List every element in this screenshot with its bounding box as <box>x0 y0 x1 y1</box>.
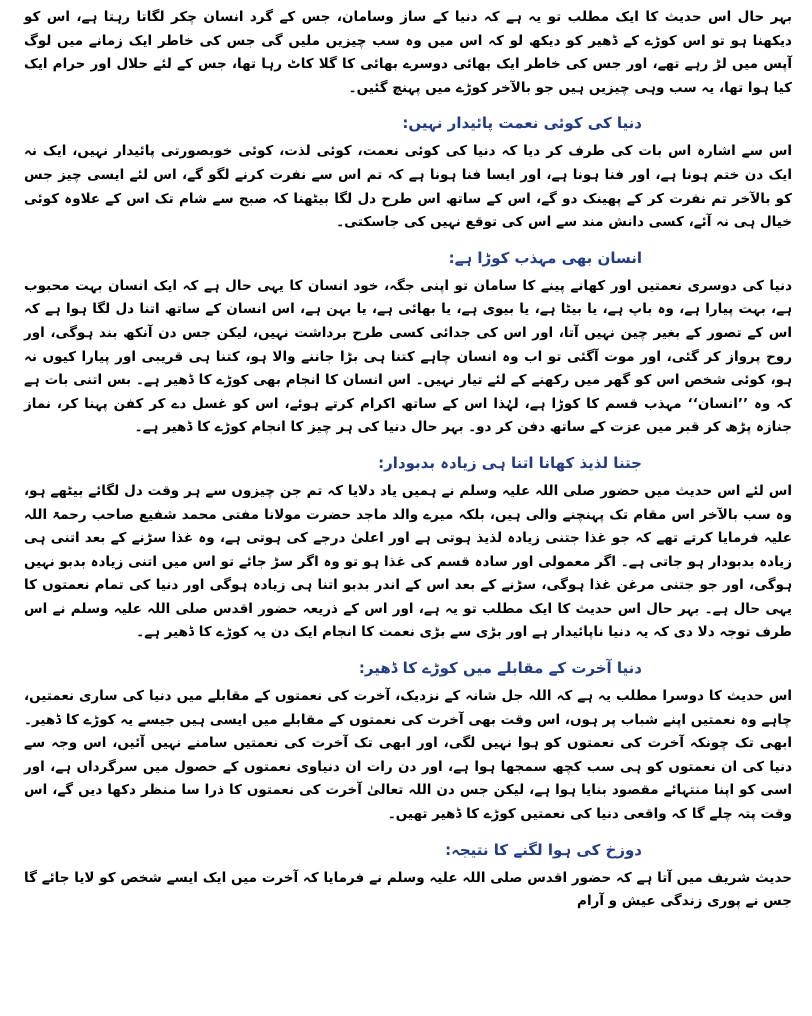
heading-jitna-laziz-khana <box>24 452 792 474</box>
paragraph-tasty-food: اس لئے اس حدیث میں حضور صلی اللہ علیہ وسلم نے ہمیں یاد دلایا کہ تم جن چیزوں سے ہر وقت دل لگائے بیٹھے ہو، وہ سب بالآخر اس مقام تک پہنچنے والی ہیں، بلکہ میرے والد ماجد حضرت مولانا مفتی محمد شفیع صاحب رحمۃ اللہ علیہ فرمایا کرتے تھے کہ جو غذا جتنی زیادہ لذیذ ہوتی ہے اور اعلیٰ درجے کی ہوتی ہے، وہ غذا سڑنے کے بعد اتنی ہی زیادہ بدبودار ہو جاتی ہے۔ اگر معمولی اور سادہ قسم کی غذا ہو تو وہ اگر سڑ جائے تو اس میں اتنی زیادہ بدبو نہیں ہوگی، اور جو جتنی مرغن غذا ہوگی، سڑنے کے بعد اس کے اندر بدبو اتنا ہی زیادہ ہوگی اور دنیا کی تمام نعمتوں کا یہی حال ہے۔ بہر حال اس حدیث کا ایک مطلب تو یہ ہے، اور اس کے ذریعہ حضور اقدس صلی اللہ علیہ وسلم نے اس طرف توجہ دلا دی کہ یہ دنیا ناپائیدار ہے اور بڑی سے بڑی نعمت کا انجام ایک دن یہ کوڑے کا ڈھیر ہے۔ <box>24 482 792 641</box>
paragraph-akhirat-comparison: اس حدیث کا دوسرا مطلب یہ ہے کہ اللہ جل شانہ کے نزدیک، آخرت کی نعمتوں کے مقابلے میں دنیا کی ساری نعمتیں، چاہے وہ نعمتیں اپنے شباب پر ہوں، اس وقت بھی آخرت کی نعمتوں کے مقابلے میں ایسی ہیں جیسے یہ کوڑے کا ڈھیر۔ ابھی تک چونکہ آخرت کی نعمتوں کو ہوا نہیں لگی، اور ابھی تک آخرت کی نعمتیں سامنے نہیں آئیں، اس وجہ سے دنیا کی ان نعمتوں کو ہی سب کچھ سمجھا ہوا ہے، اور دن رات ان دنیاوی نعمتوں کے حصول میں سرگرداں ہے، اور اسی کو اپنا منتہائے مقصود بنایا ہوا ہے، لیکن جس دن اللہ تعالیٰ آخرت کی نعمتوں کا ذرا سا منظر دکھا دیں گے، اس وقت پتہ چلے گا کہ واقعی دنیا کی نعمتیں کوڑے کا ڈھیر تھیں۔ <box>24 688 792 823</box>
paragraph-intro: بہر حال اس حدیث کا ایک مطلب تو یہ ہے کہ دنیا کے ساز وسامان، جس کے گرد انسان چکر لگاتا رہتا ہے، اس کو دیکھنا ہو تو اس کوڑے کے ڈھیر کو دیکھ لو کہ اس میں وہ سب چیزیں ملیں گی جس کی خاطر ایک زمانے میں لوگ آپس میں لڑ رہے تھے، اور جس کی خاطر ایک بھائی دوسرے بھائی کا گلا کاٹ رہا تھا، جس کے لئے حلال اور حرام ایک کیا ہوا تھا، یہ سب وہی چیزیں ہیں جو بالآخر کوڑے میں پہنچ گئیں۔ <box>24 9 792 96</box>
heading-text: انسان بھی مہذب کوڑا ہے: <box>448 248 642 267</box>
heading-text: جتنا لذیذ کھانا اتنا ہی زیادہ بدبودار: <box>378 453 642 472</box>
paragraph-human-refined: دنیا کی دوسری نعمتیں اور کھانے پینے کا سامان تو اپنی جگہ، خود انسان کا یہی حال ہے کہ ایک انسان بہت محبوب ہے، بہت پیارا ہے، وہ باپ ہے، یا بیٹا ہے، یا بیوی ہے، یا بھائی ہے، یا بہن ہے، اس انسان کے ساتھ اتنا دل لگا ہوا ہے کہ اس کے تصور کے بغیر چین نہیں آتا، اور اس کی جدائی کسی طرح برداشت نہیں، لیکن جس دن آنکھ بند ہوگی، اور روح پرواز کر گئی، اور موت آگئی تو اب وہ انسان چاہے کتنا ہی بڑا جاننے والا ہو، کتنا ہی قریبی اور پیارا کیوں نہ ہو، کوئی شخص اس کو گھر میں رکھنے کے لئے تیار نہیں۔ اس انسان کا انجام بھی کوڑے کا ڈھیر ہے۔ بس اتنی بات ہے کہ وہ ’’انسان‘‘ مہذب قسم کا کوڑا ہے، لہٰذا اس کے ساتھ اکرام کرتے ہوئے، اس کو غسل دے کر کفن پہنا کر، نماز جنازہ پڑھ کر قبر میں عزت کے ساتھ دفن کر دو۔ بہر حال دنیا کی ہر چیز کا انجام کوڑے کا ڈھیر ہے۔ <box>24 277 792 436</box>
heading-text: دوزخ کی ہوا لگنے کا نتیجہ: <box>445 840 642 859</box>
heading-text: دنیا آخرت کے مقابلے میں کوڑے کا ڈھیر: <box>358 659 642 678</box>
heading-dozakh-ki-hawa <box>24 839 792 861</box>
heading-dunya-ki-koi-nemat <box>24 112 792 134</box>
heading-insan-bhi-muhazzab <box>24 247 792 269</box>
heading-text: دنیا کی کوئی نعمت پائیدار نہیں: <box>402 114 642 133</box>
heading-dunya-akhirat <box>24 657 792 679</box>
paragraph-hadith-sharif: حدیث شریف میں آتا ہے کہ حضور اقدس صلی اللہ علیہ وسلم نے فرمایا کہ آخرت میں ایک ایسے شخص کو لایا جائے گا جس نے پوری زندگی عیش و آرام <box>24 869 792 910</box>
paragraph-no-lasting-blessing: اس سے اشارہ اس بات کی طرف کر دیا کہ دنیا کی کوئی نعمت، کوئی لذت، کوئی خوبصورتی پائیدار نہیں، ایک نہ ایک دن ختم ہونا ہے، اور فنا ہونا ہے، اور ایسا فنا ہونا ہے کہ تم اس سے نفرت کرنے لگو گے، اس لئے ایسی چیز جس کو بالآخر تم نفرت کر کے پھینک دو گے، اس کے ساتھ اس طرح دل لگا بیٹھنا کہ صبح سے شام تک اس کے علاوہ کوئی خیال ہی نہ آئے، کسی دانش مند سے اس کی توقع نہیں کی جاسکتی۔ <box>24 143 792 231</box>
